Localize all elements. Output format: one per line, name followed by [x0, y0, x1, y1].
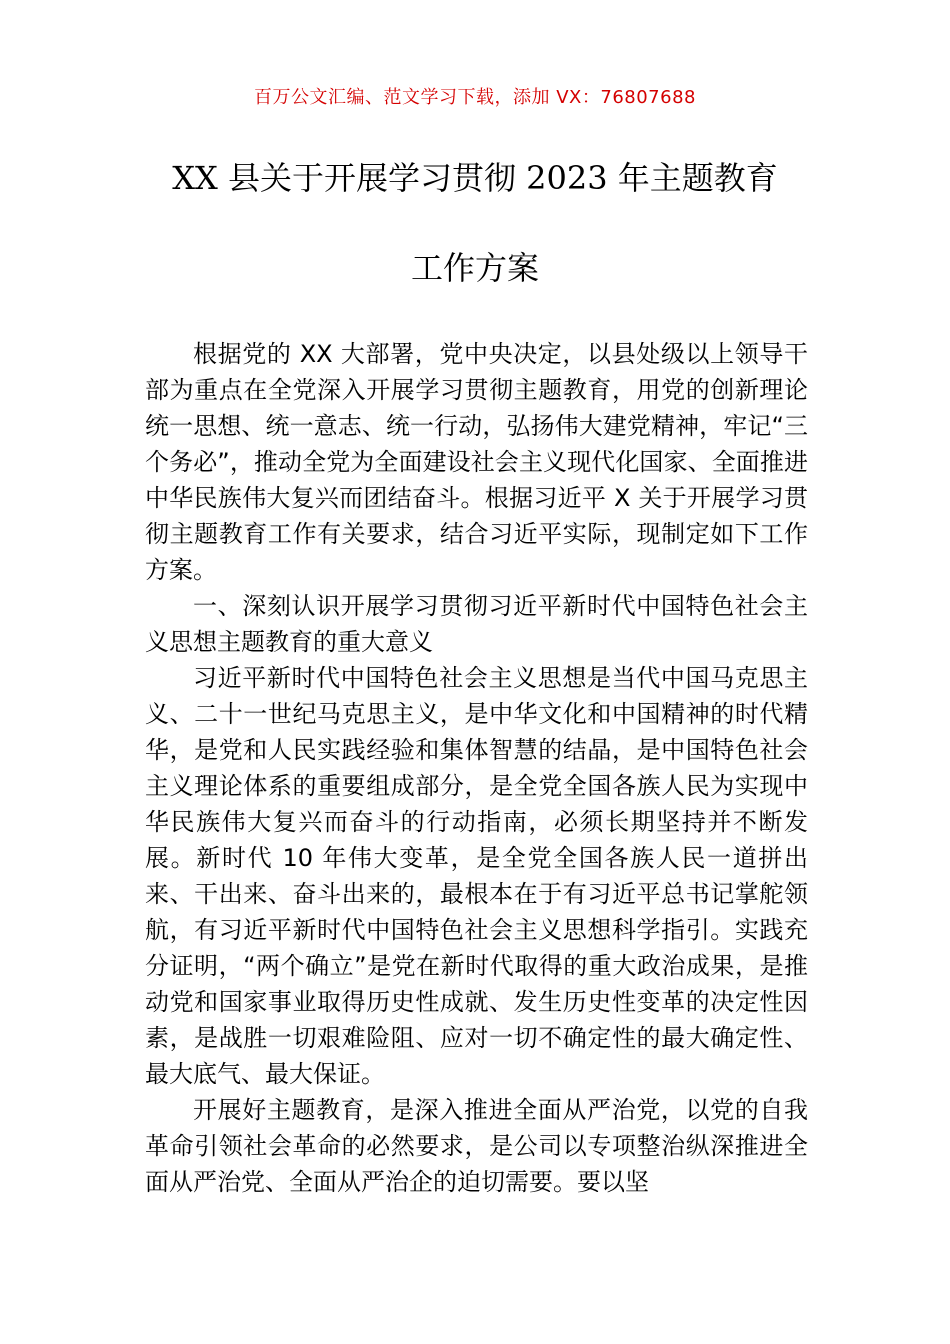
section-heading-1: 一、深刻认识开展学习贯彻习近平新时代中国特色社会主义思想主题教育的重大意义 — [145, 592, 808, 656]
paragraph-theme-education: 开展好主题教育，是深入推进全面从严治党，以党的自我革命引领社会革命的必然要求，是公司以专项整治纵深推进全面从严治党、全面从严治企的迫切需要。要以坚 — [145, 1096, 808, 1196]
document-title-line-2: 工作方案 — [410, 249, 539, 287]
paragraph-significance: 习近平新时代中国特色社会主义思想是当代中国马克思主义、二十一世纪马克思主义，是中华文化和中国精神的时代精华，是党和人民实践经验和集体智慧的结晶，是中国特色社会主义理论体系的重要组成部分，是全党全国各族人民为实现中华民族伟大复兴而奋斗的行动指南，必须长期坚持并不断发展。新时代 10 年伟大变革，是全党全国各族人民一道拼出来、干出来、奋斗出来的，最根本在于有习近平总书记掌舵领航，有习近平新时代中国特色社会主义思想科学指引。实践充分证明，“两个确立”是党在新时代取得的重大政治成果，是推动党和国家事业取得历史性成就、发生历史性变革的决定性因素，是战胜一切艰难险阻、应对一切不确定性的最大确定性、最大底气、最大保证。 — [145, 664, 808, 1088]
document-title-line-1: XX 县关于开展学习贯彻 2023 年主题教育 — [172, 159, 778, 197]
document-body — [145, 336, 808, 1200]
paragraph-intro: 根据党的 XX 大部署，党中央决定，以县处级以上领导干部为重点在全党深入开展学习贯彻主题教育，用党的创新理论统一思想、统一意志、统一行动，弘扬伟大建党精神，牢记“三个务必”，推动全党为全面建设社会主义现代化国家、全面推进中华民族伟大复兴而团结奋斗。根据习近平 X 关于开展学习贯彻主题教育工作有关要求，结合习近平实际，现制定如下工作方案。 — [145, 340, 808, 584]
header-note: 百万公文汇编、范文学习下载，添加 VX：76807688 — [254, 87, 696, 108]
